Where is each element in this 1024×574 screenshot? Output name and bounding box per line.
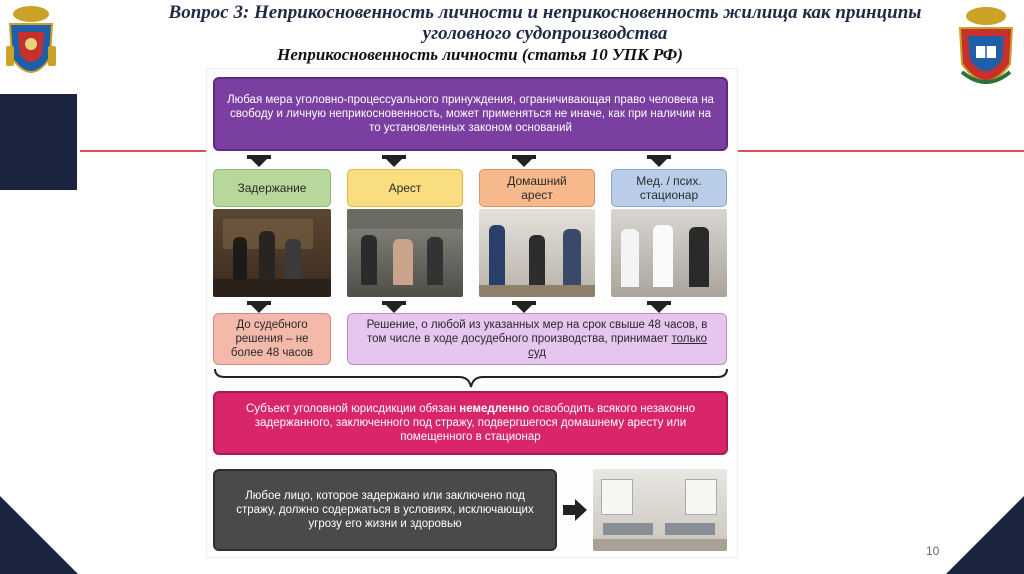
pre-trial-limit-box: До судебного решения – не более 48 часов: [213, 313, 331, 365]
release-text-pre: Субъект уголовной юрисдикции обязан: [245, 403, 457, 415]
detention-photo: [213, 209, 331, 297]
down-arrow-icon: [251, 305, 267, 313]
detention-conditions-box: Любое лицо, которое задержано или заключено под стражу, должно содержаться в условиях, исключающих угрозу его жизни и здоровью: [213, 469, 557, 551]
diagram-panel: [206, 68, 738, 558]
court-decision-text: Решение, о любой из указанных мер на срок свыше 48 часов, в том числе в ходе досудебного производства, принимает: [366, 319, 708, 345]
category-arrest: Арест: [347, 169, 463, 207]
right-arrow-icon: [563, 497, 587, 523]
release-text-post: освободить всякого незаконно задержанного, заключенного под стражу, подвергшегося домашнему аресту или помещенного в стационар: [254, 403, 696, 443]
university-emblem-right-icon: [952, 2, 1020, 100]
slide-title: Вопрос 3: Неприкосновенность личности и неприкосновенность жилища как принципы уголовного судопроизводства: [168, 2, 922, 44]
down-arrow-icon: [651, 159, 667, 167]
header-rule-right: [736, 150, 1024, 152]
category-medical-facility: Мед. / псих. стационар: [611, 169, 727, 207]
arrest-photo: [347, 209, 463, 297]
house-arrest-photo: [479, 209, 595, 297]
immediate-release-box: [213, 391, 728, 455]
corner-decor-left: [0, 496, 78, 574]
header-rule-left: [80, 150, 208, 152]
down-arrow-icon: [386, 159, 402, 167]
page-number: 10: [926, 544, 940, 558]
corner-decor-right: [946, 496, 1024, 574]
court-decision-box: [347, 313, 727, 365]
category-detention: Задержание: [213, 169, 331, 207]
category-house-arrest: Домашний арест: [479, 169, 595, 207]
down-arrow-icon: [516, 305, 532, 313]
legal-principle-box: Любая мера уголовно-процессуального принуждения, ограничивающая право человека на свободу и личную неприкосновенность, может применяться не иначе, как при наличии на то установленных законом оснований: [213, 77, 728, 151]
navy-decor-block: [0, 94, 77, 190]
medical-facility-photo: [611, 209, 727, 297]
curly-brace-icon: [213, 367, 729, 389]
court-decision-emphasis: только суд: [528, 333, 708, 359]
slide-subtitle: Неприкосновенность личности (статья 10 УПК РФ): [277, 45, 683, 64]
down-arrow-icon: [251, 159, 267, 167]
down-arrow-icon: [386, 305, 402, 313]
release-text-bold: немедленно: [459, 403, 530, 415]
police-emblem-left-icon: [4, 2, 58, 90]
detention-cell-photo: [593, 469, 727, 551]
down-arrow-icon: [651, 305, 667, 313]
down-arrow-icon: [516, 159, 532, 167]
